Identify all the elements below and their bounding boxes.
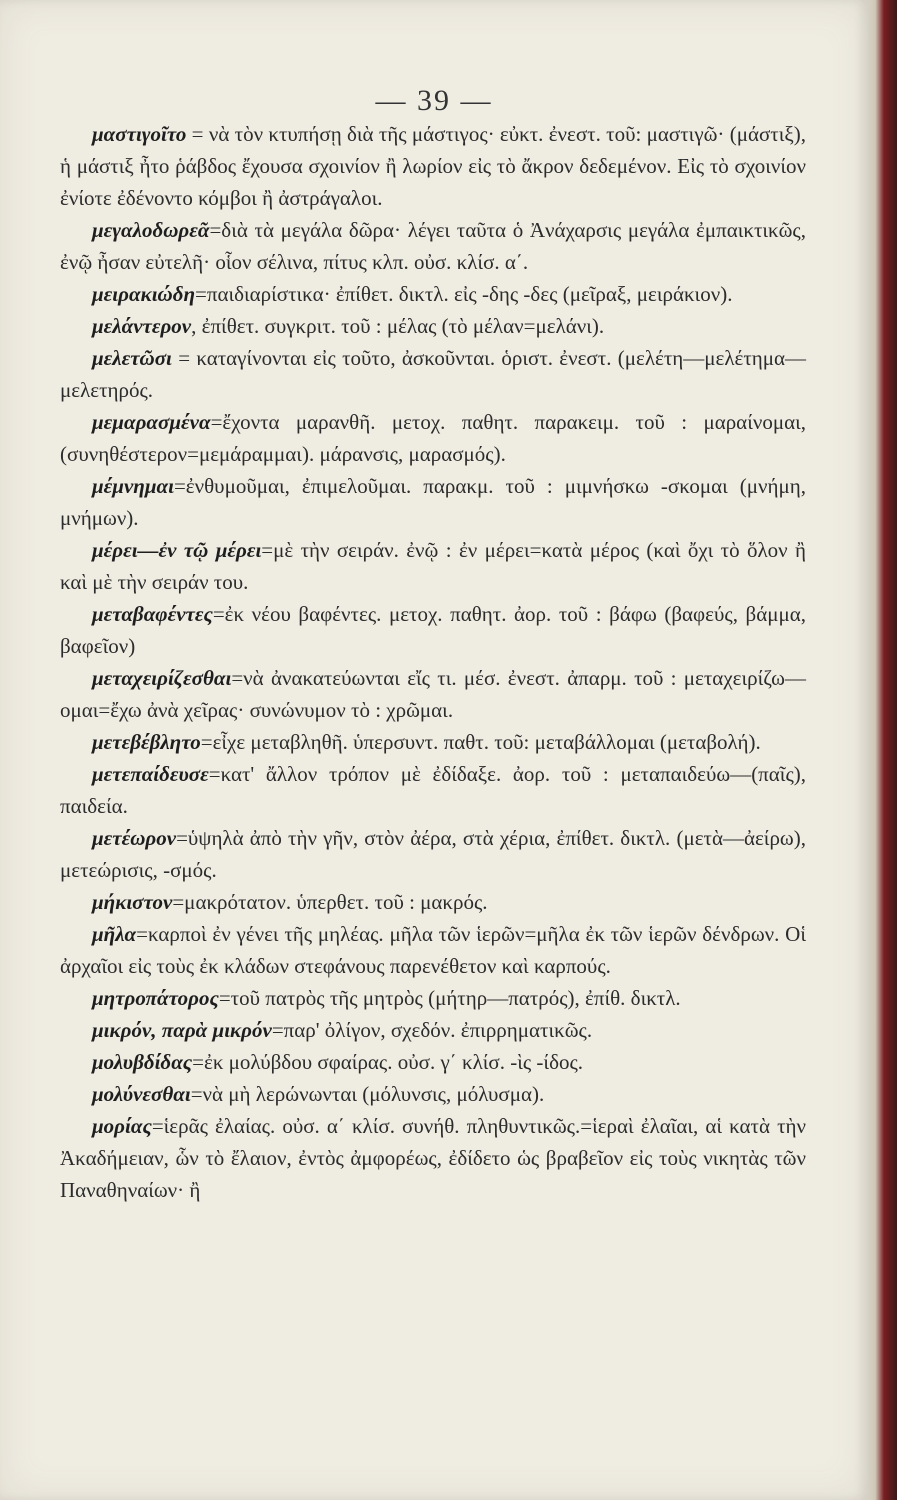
- entry-definition: =καρποὶ ἐν γένει τῆς μηλέας. μῆλα τῶν ἱερῶν=μῆλα ἐκ τῶν ἱερῶν δένδρων. Οἱ ἀρχαῖοι εἰς τοὺς ἐκ κλάδων στεφάνους παρενέθετον καὶ καρπούς.: [60, 922, 806, 978]
- entry-definition: =ἔχοντα μαρανθῆ. μετοχ. παθητ. παρακειμ. τοῦ : μαραίνομαι, (συνηθέστερον=μεμάραμμαι). μάρανσις, μαρασμός).: [60, 410, 806, 466]
- entry-headword: μορίας: [92, 1114, 152, 1138]
- entry-definition: , ἐπίθετ. συγκριτ. τοῦ : μέλας (τὸ μέλαν=μελάνι).: [191, 314, 605, 338]
- glossary-entry: [60, 886, 806, 918]
- glossary-entry: [60, 470, 806, 534]
- entry-definition: =μακρότατον. ὑπερθετ. τοῦ : μακρός.: [172, 890, 488, 914]
- glossary-entry: [60, 278, 806, 310]
- entry-headword: μελετῶσι: [92, 346, 172, 370]
- glossary-entry: [60, 1110, 806, 1206]
- entry-definition: =εἶχε μεταβληθῆ. ὑπερσυντ. παθτ. τοῦ: μεταβάλλομαι (μεταβολή).: [200, 730, 761, 754]
- entry-headword: μέρει—ἐν τῷ μέρει: [92, 538, 262, 562]
- entry-headword: μελάντερον: [92, 314, 192, 338]
- glossary-entry: [60, 1014, 806, 1046]
- entry-headword: μεταχειρίζεσθαι: [92, 666, 232, 690]
- entry-definition: =ἐνθυμοῦμαι, ἐπιμελοῦμαι. παρακμ. τοῦ : μιμνήσκω -σκομαι (μνήμη, μνήμων).: [60, 474, 806, 530]
- glossary-text: [60, 118, 806, 1206]
- glossary-entry: [60, 726, 806, 758]
- entry-definition: =ἱερᾶς ἐλαίας. οὐσ. α΄ κλίσ. συνήθ. πληθυντικῶς.=ἱεραὶ ἐλαῖαι, αἱ κατὰ τὴν Ἀκαδήμειαν, ὧν τὸ ἔλαιον, ἐντὸς ἀμφορέως, ἐδίδετο ὡς βραβεῖον εἰς τοὺς νικητὰς τῶν Παναθηναίων· ἢ: [60, 1114, 806, 1202]
- entry-definition: =μὲ τὴν σειράν. ἐνῷ : ἐν μέρει=κατὰ μέρος (καὶ ὄχι τὸ ὅλον ἢ καὶ μὲ τὴν σειράν του.: [60, 538, 806, 594]
- entry-definition: =τοῦ πατρὸς τῆς μητρὸς (μήτηρ—πατρός), ἐπίθ. δικτλ.: [218, 986, 681, 1010]
- glossary-entry: [60, 342, 806, 406]
- entry-headword: μολύνεσθαι: [92, 1082, 191, 1106]
- book-binding-edge: [868, 0, 897, 1500]
- glossary-entry: [60, 1078, 806, 1110]
- glossary-entry: [60, 982, 806, 1014]
- entry-definition: =διὰ τὰ μεγάλα δῶρα· λέγει ταῦτα ὁ Ἀνάχαρσις μεγάλα ἐμπαικτικῶς, ἐνῷ ἦσαν εὐτελῆ· οἷον σέλινα, πίτυς κλπ. οὐσ. κλίσ. α΄.: [60, 218, 806, 274]
- entry-headword: μέμνημαι: [92, 474, 174, 498]
- glossary-entry: [60, 918, 806, 982]
- glossary-entry: [60, 214, 806, 278]
- entry-definition: =ἐκ μολύβδου σφαίρας. οὐσ. γ΄ κλίσ. -ὶς -ίδος.: [192, 1050, 584, 1074]
- entry-headword: μεγαλοδωρεᾶ: [92, 218, 210, 242]
- entry-headword: μῆλα: [92, 922, 137, 946]
- entry-definition: =κατ' ἄλλον τρόπον μὲ ἐδίδαξε. ἀορ. τοῦ : μεταπαιδεύω—(παῖς), παιδεία.: [60, 762, 806, 818]
- entry-headword: μικρόν, παρὰ μικρόν: [92, 1018, 272, 1042]
- entry-headword: μετεβέβλητο: [92, 730, 201, 754]
- entry-headword: μολυβδίδας: [92, 1050, 193, 1074]
- entry-headword: μειρακιώδη: [92, 282, 195, 306]
- glossary-entry: [60, 662, 806, 726]
- entry-headword: μετεπαίδευσε: [92, 762, 209, 786]
- glossary-entry: [60, 1046, 806, 1078]
- entry-headword: μεταβαφέντες: [92, 602, 213, 626]
- glossary-entry: [60, 822, 806, 886]
- glossary-entry: [60, 310, 806, 342]
- entry-definition: = καταγίνονται εἰς τοῦτο, ἀσκοῦνται. ὁριστ. ἐνεστ. (μελέτη—μελέτημα—μελετηρός.: [60, 346, 806, 402]
- glossary-entry: [60, 598, 806, 662]
- entry-definition: =νὰ μὴ λερώνωνται (μόλυνσις, μόλυσμα).: [190, 1082, 545, 1106]
- entry-headword: μήκιστον: [92, 890, 173, 914]
- entry-headword: μαστιγοῖτο: [92, 122, 187, 146]
- entry-definition: = νὰ τὸν κτυπήσῃ διὰ τῆς μάστιγος· εὐκτ. ἐνεστ. τοῦ: μαστιγῶ· (μάστιξ), ἡ μάστιξ ἦτο ῥάβδος ἔχουσα σχοινίον ἢ λωρίον εἰς τὸ ἄκρον δεδεμένον. Εἰς τὸ σχοινίον ἐνίοτε ἐδένοντο κόμβοι ἢ ἀστράγαλοι.: [60, 122, 806, 210]
- glossary-entry: [60, 534, 806, 598]
- glossary-entry: [60, 406, 806, 470]
- glossary-entry: [60, 758, 806, 822]
- entry-definition: =ἐκ νέου βαφέντες. μετοχ. παθητ. ἀορ. τοῦ : βάφω (βαφεύς, βάμμα, βαφεῖον): [60, 602, 806, 658]
- entry-definition: =νὰ ἀνακατεύωνται εἴς τι. μέσ. ἐνεστ. ἀπαρμ. τοῦ : μεταχειρίζω—ομαι=ἔχω ἀνὰ χεῖρας· συνώνυμον τὸ : χρῶμαι.: [60, 666, 806, 722]
- entry-headword: μετέωρον: [92, 826, 177, 850]
- entry-headword: μεμαρασμένα: [92, 410, 211, 434]
- entry-headword: μητροπάτορος: [92, 986, 219, 1010]
- page-number: — 39 —: [375, 84, 493, 117]
- entry-definition: =παιδιαρίστικα· ἐπίθετ. δικτλ. εἰς -δης -δες (μεῖραξ, μειράκιον).: [195, 282, 733, 306]
- entry-definition: =ὑψηλὰ ἀπὸ τὴν γῆν, στὸν ἀέρα, στὰ χέρια, ἐπίθετ. δικτλ. (μετὰ—ἀείρω), μετεώρισις, -σμός.: [60, 826, 806, 882]
- glossary-entry: [60, 118, 806, 214]
- entry-definition: =παρ' ὀλίγον, σχεδόν. ἐπιρρηματικῶς.: [271, 1018, 593, 1042]
